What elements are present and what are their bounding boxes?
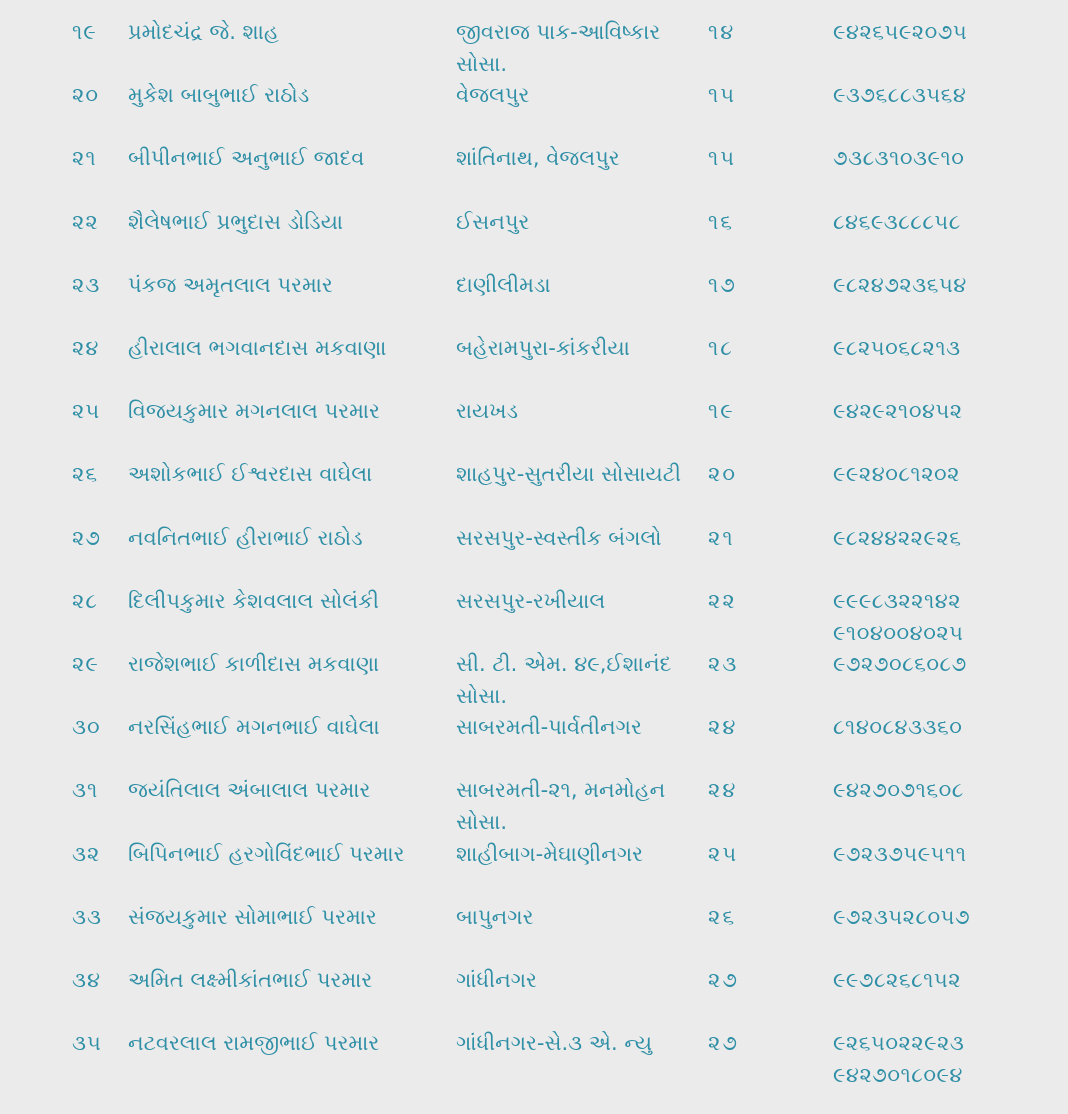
area-address [456,79,696,111]
area-address [456,964,696,996]
member-name: જયંતિલાલ અંબાલાલ પરમાર [128,778,371,803]
phone-numbers [833,142,1063,174]
phone-number: ૯૯૯૮૩૨૨૧૪૨ [833,588,962,613]
ward-number: ૧૫ [708,146,737,171]
area-address [456,901,696,933]
area-address [456,142,696,174]
phone-number: ૯૨૬૫૦૨૨૯૨૩ [833,1031,965,1056]
ward-number: ૧૭ [708,272,737,297]
area-line: જીવરાજ પાક-આવિષ્કાર [456,20,661,44]
phone-number: ૭૩૮૩૧૦૩૯૧૦ [833,146,965,171]
table-row [0,901,1068,964]
member-name: બીપીનભાઈ અનુભાઈ જાદવ [128,146,365,171]
area-line: દાણીલીમડા [456,272,551,297]
area-line: બહેરામપુરા-કાંકરીયા [456,336,630,360]
area-line: ગાંધીનગર [456,968,537,992]
member-name: વિજયકુમાર મગનલાલ પરમાર [128,399,380,424]
phone-number: ૯૩૭૬૮૮૩૫૬૪ [833,83,967,108]
table-row [0,395,1068,458]
table-row [0,206,1068,269]
area-line: સી. ટી. એમ. ૪૯,ઈશાનંદ [456,652,672,676]
area-address [456,838,696,870]
ward-number: ૧૪ [708,20,736,44]
phone-number: ૯૪૨૯૨૧૦૪૫૨ [833,399,963,424]
phone-number: ૯૭૨૩૭૫૯૫૧૧ [833,841,967,866]
phone-numbers [833,648,1063,680]
ward-number: ૨૭ [708,968,739,992]
area-address [456,1027,696,1059]
member-name: હીરાલાલ ભગવાનદાસ મકવાણા [128,336,387,360]
area-address [456,458,696,490]
ward-number: ૨૪ [708,778,738,803]
member-name: રાજેશભાઈ કાળીદાસ મકવાણા [128,652,380,676]
serial-number: ૨૪ [72,336,100,360]
area-line: સરસપુર-સ્વસ્તીક બંગલો [456,525,662,550]
phone-numbers [833,79,1063,111]
ward-number: ૨૦ [708,462,737,487]
serial-number: ૨૭ [72,525,101,550]
ward-number: ૧૯ [708,399,735,424]
ward-number: ૨૪ [708,715,738,740]
serial-number: ૨૮ [72,588,98,613]
phone-numbers [833,395,1063,427]
table-row [0,585,1068,648]
serial-number: ૨૦ [72,83,99,108]
area-address [456,395,696,427]
member-name: બિપિનભાઈ હરગોવિંદભાઈ પરમાર [128,841,405,866]
area-line: શાહપુર-સુતરીયા સોસાયટી [456,462,681,487]
phone-number: ૯૪૨૬૫૯૨૦૭૫ [833,20,968,44]
phone-numbers [833,522,1063,554]
serial-number: ૨૩ [72,272,101,297]
phone-number: ૮૧૪૦૮૪૩૩૬૦ [833,715,963,740]
table-row [0,648,1068,711]
ward-number: ૧૮ [708,336,734,360]
phone-numbers [833,206,1063,238]
area-line: શાહીબાગ-મેઘાણીનગર [456,841,644,866]
area-address [456,206,696,238]
serial-number: ૨૧ [72,146,97,171]
table-row [0,711,1068,774]
table-row [0,458,1068,521]
phone-number: ૯૯૨૪૦૮૧૨૦૨ [833,462,960,487]
member-name: શૈલેષભાઈ પ્રભુદાસ ડોડિયા [128,209,344,234]
serial-number: ૩૦ [72,715,101,740]
member-name: નટવરલાલ રામજીભાઈ પરમાર [128,1031,380,1056]
phone-number: ૯૧૦૪૦૦૪૦૨૫ [833,620,964,645]
member-name: નરસિંહભાઈ મગનભાઈ વાઘેલા [128,715,380,740]
phone-number: ૯૭૨૭૦૮૬૦૮૭ [833,652,967,676]
area-line: સાબરમતી-૨૧, મનમોહન [456,778,666,803]
ward-number: ૨૩ [708,652,739,676]
serial-number: ૩૩ [72,904,102,929]
serial-number: ૨૬ [72,462,99,487]
member-name: અમિત લક્ષ્મીકાંતભાઈ પરમાર [128,968,373,992]
phone-number: ૯૪૨૭૦૭૧૬૦૮ [833,778,964,803]
phone-numbers [833,458,1063,490]
area-address [456,711,696,743]
serial-number: ૨૨ [72,209,99,234]
area-line: ગાંધીનગર-સે.૩ એ. ન્યુ [456,1031,653,1056]
serial-number: ૩૧ [72,778,99,803]
phone-number: ૯૮૨૪૪૨૨૯૨૬ [833,525,962,550]
ward-number: ૨૭ [708,1031,739,1056]
phone-numbers [833,901,1063,933]
area-line: ઈસનપુર [456,209,530,234]
phone-numbers [833,1027,1063,1091]
area-line: સોસા. [456,684,508,708]
table-row [0,964,1068,1027]
phone-number: ૮૪૬૯૩૮૮૮૫૮ [833,209,961,234]
phone-number: ૯૯૭૮૨૬૮૧૫૨ [833,968,962,992]
ward-number: ૨૧ [708,525,735,550]
area-address [456,16,696,80]
area-address [456,269,696,301]
member-name: પંકજ અમૃતલાલ પરમાર [128,272,333,297]
phone-numbers [833,838,1063,870]
area-address [456,522,696,554]
phone-numbers [833,774,1063,806]
phone-numbers [833,269,1063,301]
serial-number: ૩૨ [72,841,101,866]
area-address [456,774,696,838]
phone-number: ૯૭૨૩૫૨૮૦૫૭ [833,904,971,929]
phone-number: ૯૮૨૪૭૨૩૬૫૪ [833,272,967,297]
table-row [0,1027,1068,1090]
table-row [0,838,1068,901]
phone-numbers [833,585,1063,649]
serial-number: ૨૫ [72,399,101,424]
table-row [0,522,1068,585]
area-line: રાયખડ [456,399,518,424]
table-row [0,332,1068,395]
table-row [0,16,1068,79]
ward-number: ૨૬ [708,904,737,929]
area-address [456,332,696,364]
area-address [456,648,696,712]
serial-number: ૧૯ [72,20,97,44]
area-line: વેજલપુર [456,83,530,108]
member-name: દિલીપકુમાર કેશવલાલ સોલંકી [128,588,379,613]
serial-number: ૩૪ [72,968,102,992]
area-line: બાપુનગર [456,904,534,929]
member-name: સંજયકુમાર સોમાભાઈ પરમાર [128,904,377,929]
area-address [456,585,696,617]
area-line: સાબરમતી-પાર્વતીનગર [456,715,642,740]
table-row [0,269,1068,332]
area-line: સરસપુર-રખીયાલ [456,588,606,613]
phone-number: ૯૪૨૭૦૧૮૦૯૪ [833,1063,963,1088]
table-row [0,79,1068,142]
serial-number: ૨૯ [72,652,99,676]
area-line: સોસા. [456,52,508,76]
area-line: શાંતિનાથ, વેજલપુર [456,146,620,171]
phone-number: ૯૮૨૫૦૬૮૨૧૩ [833,336,961,360]
ward-number: ૧૫ [708,83,737,108]
phone-numbers [833,964,1063,996]
ward-number: ૨૨ [708,588,737,613]
ward-number: ૧૬ [708,209,735,234]
member-name: અશોકભાઈ ઈશ્વરદાસ વાઘેલા [128,462,373,487]
serial-number: ૩૫ [72,1031,102,1056]
member-name: પ્રમોદચંદ્ર જે. શાહ [128,20,279,44]
table-row [0,774,1068,837]
table-row [0,142,1068,205]
phone-numbers [833,332,1063,364]
ward-number: ૨૫ [708,841,739,866]
area-line: સોસા. [456,810,508,835]
member-name: નવનિતભાઈ હીરાભાઈ રાઠોડ [128,525,363,550]
member-name: મુકેશ બાબુભાઈ રાઠોડ [128,83,310,108]
phone-numbers [833,16,1063,48]
phone-numbers [833,711,1063,743]
